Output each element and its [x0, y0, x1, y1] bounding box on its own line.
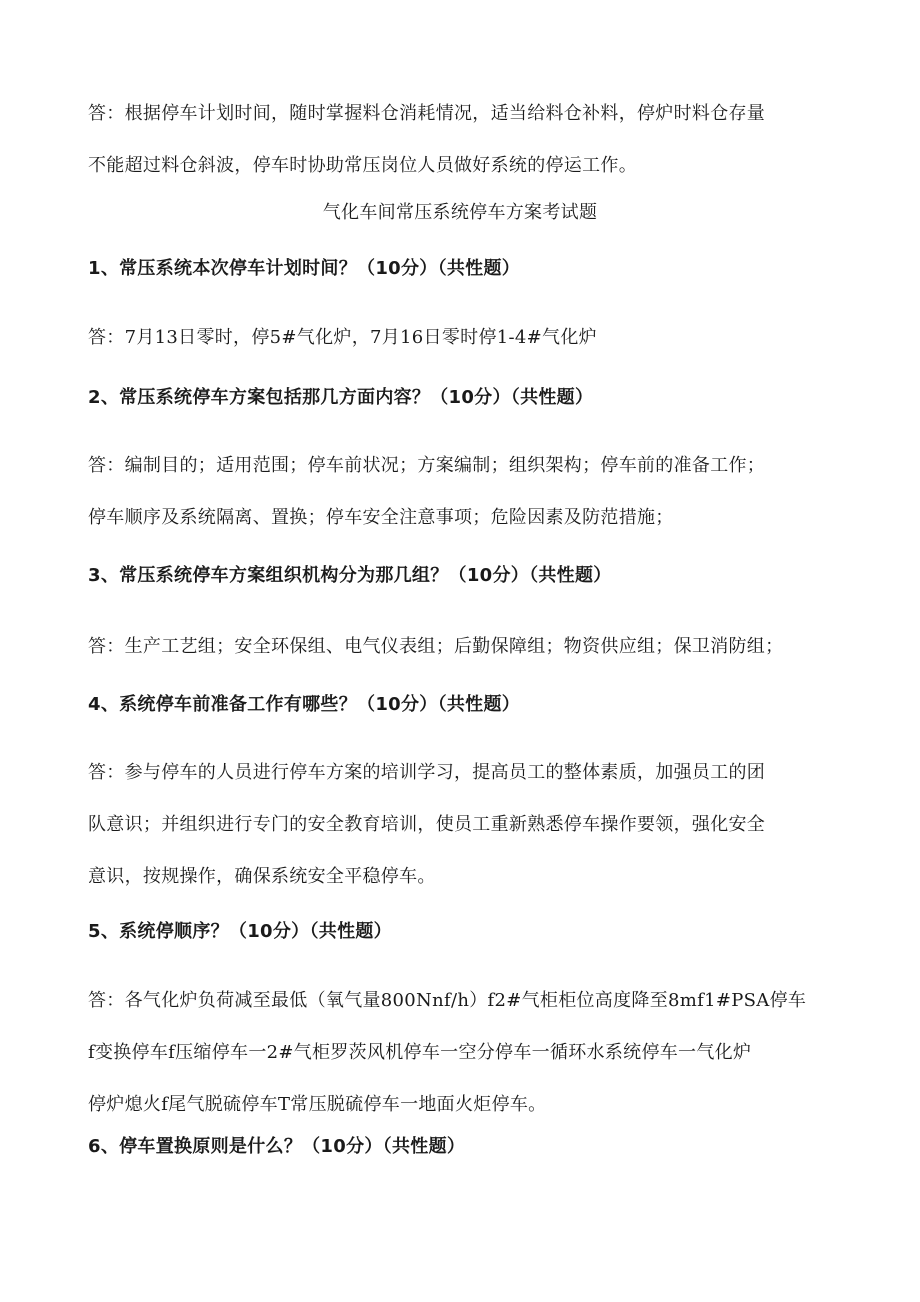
answer-1: 答：7月13日零时，停5#气化炉，7月16日零时停1-4#气化炉 [88, 327, 597, 348]
question-3: 3、常压系统停车方案组织机构分为那几组？（10分）（共性题） [88, 565, 612, 586]
answer-2: 答：编制目的；适用范围；停车前状况；方案编制；组织架构；停车前的准备工作； 停车顺序及系统隔离、置换；停车安全注意事项；危险因素及防范措施； [88, 455, 766, 528]
question-4: 4、系统停车前准备工作有哪些？（10分）（共性题） [88, 694, 521, 715]
question-2: 2、常压系统停车方案包括那几方面内容？（10分）（共性题） [88, 387, 594, 408]
intro-answer: 答：根据停车计划时间，随时掌握料仓消耗情况，适当给料仓补料，停炉时料仓存量 不能超过料仓斜波，停车时协助常压岗位人员做好系统的停运工作。 [88, 103, 766, 176]
question-1: 1、常压系统本次停车计划时间？（10分）（共性题） [88, 258, 521, 279]
answer-3: 答：生产工艺组；安全环保组、电气仪表组；后勤保障组；物资供应组；保卫消防组； [88, 636, 784, 657]
question-5: 5、系统停顺序？（10分）（共性题） [88, 921, 392, 942]
document-title: 气化车间常压系统停车方案考试题 [322, 202, 598, 223]
question-6: 6、停车置换原则是什么？（10分）（共性题） [88, 1136, 466, 1157]
answer-5: 答：各气化炉负荷减至最低（氧气量800Nnf/h）f2#气柜柜位高度降至8mf1#PSA停车 f变换停车f压缩停车一2#气柜罗茨风机停车一空分停车一循环水系统停车一气化炉 停炉熄火f尾气脱硫停车T常压脱硫停车一地面火炬停车。 [88, 990, 807, 1115]
answer-4: 答：参与停车的人员进行停车方案的培训学习，提高员工的整体素质，加强员工的团 队意识；并组织进行专门的安全教育培训，使员工重新熟悉停车操作要领，强化安全 意识，按规操作，确保系统安全平稳停车。 [88, 762, 766, 887]
